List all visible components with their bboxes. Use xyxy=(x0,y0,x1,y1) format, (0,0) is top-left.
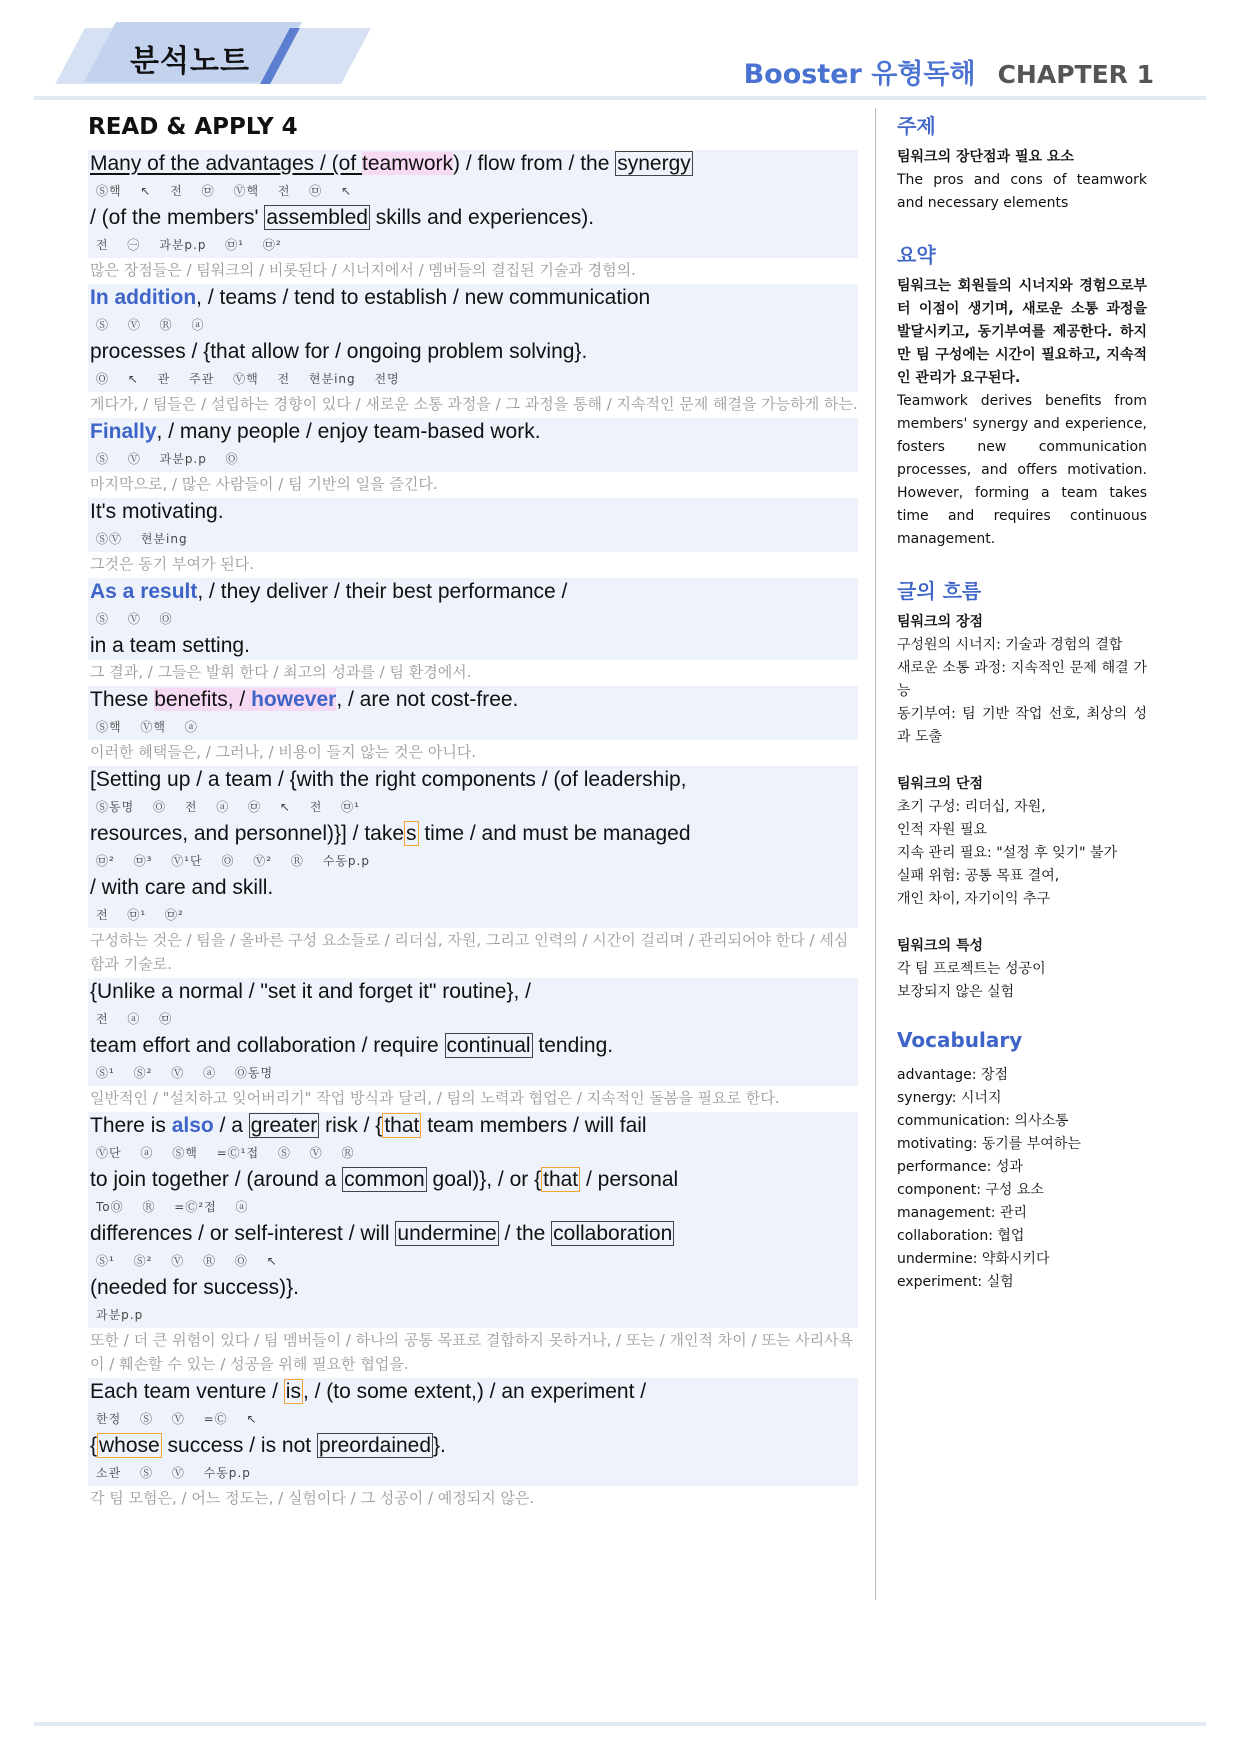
chapter-label: CHAPTER 1 xyxy=(997,60,1154,89)
vocab-item: component: 구성 요소 xyxy=(897,1182,1044,1198)
sentence-7 xyxy=(88,766,858,976)
transition-word: however xyxy=(251,688,337,711)
flow-line: 동기부여: 팀 기반 작업 선호, 최상의 성과 도출 xyxy=(897,706,1147,745)
flow-group-3 xyxy=(897,935,1147,1004)
flow-group-1 xyxy=(897,611,1147,749)
sentence-5-line-1: As a result, / they deliver / their best performance / xyxy=(88,578,858,606)
verb-agreement-mark: s xyxy=(406,822,417,845)
korean-translation: 이러한 혜택들은, / 그러나, / 비용이 들지 않는 것은 아니다. xyxy=(90,743,477,761)
sentence-7-line-3: / with care and skill. xyxy=(88,874,858,902)
korean-translation: 게다가, / 팀들은 / 설립하는 경향이 있다 / 새로운 소통 과정을 / 그 과정을 통해 / 지속적인 문제 해결을 가능하게 하는. xyxy=(90,395,858,413)
conjunction-that: that xyxy=(384,1114,420,1137)
keyword-teamwork: teamwork xyxy=(362,152,454,175)
theme-korean: 팀워크의 장단점과 필요 요소 xyxy=(897,149,1074,165)
korean-translation: 각 팀 모험은, / 어느 정도는, / 실험이다 / 그 성공이 / 예정되지 않은. xyxy=(90,1489,535,1507)
flow-group-head: 팀워크의 특성 xyxy=(897,938,984,954)
grammar-tags: Ⓞ ↖ 관 주관 Ⓥ핵 전 현분ing 전명 xyxy=(88,366,858,392)
sentence-6 xyxy=(88,686,858,764)
flow-heading: 글의 흐름 xyxy=(897,579,982,603)
grammar-tags: Ⓥ단 ⓐ Ⓢ핵 =Ⓒ¹접 Ⓢ Ⓥ Ⓡ xyxy=(88,1140,858,1166)
vocab-item: experiment: 실험 xyxy=(897,1274,1014,1290)
korean-translation: 그것은 동기 부여가 된다. xyxy=(90,555,254,573)
sentence-10-line-2: {whose success / is not preordained}. xyxy=(88,1432,858,1460)
sentence-8 xyxy=(88,978,858,1110)
grammar-tags: 한정 Ⓢ Ⓥ =Ⓒ ↖ xyxy=(88,1406,858,1432)
sentence-7-line-1: [Setting up / a team / {with the right components / (of leadership, xyxy=(88,766,858,794)
flow-line: 구성원의 시너지: 기술과 경험의 결합 xyxy=(897,637,1123,653)
word-box-common: common xyxy=(344,1168,425,1191)
sentence-10 xyxy=(88,1378,858,1510)
word-box-preordained: preordained xyxy=(318,1434,432,1457)
grammar-tags: Ⓢ¹ Ⓢ² Ⓥ ⓐ Ⓞ동명 xyxy=(88,1060,858,1086)
grammar-tags: ㉤² ㉤³ Ⓥ¹단 Ⓞ Ⓥ² Ⓡ 수동p.p xyxy=(88,848,858,874)
sentence-3-line-1: Finally, / many people / enjoy team-based work. xyxy=(88,418,858,446)
grammar-tags: Ⓢ Ⓥ Ⓞ xyxy=(88,606,858,632)
summary-english: Teamwork derives benefits from members' synergy and experience, fosters new communication processes, and offers motivation. However, forming a team takes time and requires continuous management. xyxy=(897,393,1147,547)
word-box-greater: greater xyxy=(250,1114,318,1137)
grammar-tags: ⓈⓋ 현분ing xyxy=(88,526,858,552)
sentence-8-line-2: team effort and collaboration / require continual tending. xyxy=(88,1032,858,1060)
grammar-tags: Ⓢ동명 Ⓞ 전 ⓐ ㉤ ↖ 전 ㉤¹ xyxy=(88,794,858,820)
summary-korean: 팀워크는 회원들의 시너지와 경험으로부터 이점이 생기며, 새로운 소통 과정을 발달시키고, 동기부여를 제공한다. 하지만 팀 구성에는 시간이 필요하고, 지속적인 관리가 요구된다. xyxy=(897,278,1147,386)
korean-translation: 또한 / 더 큰 위험이 있다 / 팀 멤버들이 / 하나의 공통 목표로 결합하지 못하거나, / 또는 / 개인적 차이 / 또는 사리사욕이 / 훼손할 수 있는 / 성공을 위해 필요한 협업을. xyxy=(90,1331,854,1373)
word-box-undermine: undermine xyxy=(397,1222,497,1245)
flow-line: 인적 자원 필요 xyxy=(897,822,988,838)
korean-translation: 그 결과, / 그들은 발휘 한다 / 최고의 성과를 / 팀 환경에서. xyxy=(90,663,472,681)
word-box-collaboration: collaboration xyxy=(553,1222,673,1245)
flow-line: 실패 위험: 공통 목표 결여, xyxy=(897,868,1060,884)
theme-heading: 주제 xyxy=(897,114,936,138)
grammar-tags: Ⓢ Ⓥ Ⓡ ⓐ xyxy=(88,312,858,338)
sentence-9-line-3: differences / or self-interest / will undermine / the collaboration xyxy=(88,1220,858,1248)
sentence-4-line-1: It's motivating. xyxy=(88,498,858,526)
flow-group-head: 팀워크의 장점 xyxy=(897,614,984,630)
sentence-10-line-1: Each team venture / is, / (to some extent,) / an experiment / xyxy=(88,1378,858,1406)
flow-line: 각 팀 프로젝트는 성공이 xyxy=(897,961,1046,977)
sentence-9 xyxy=(88,1112,858,1376)
word-box-synergy: synergy xyxy=(617,152,691,175)
sentence-9-line-1: There is also / a greater risk / {that team members / will fail xyxy=(88,1112,858,1140)
transition-word: In addition xyxy=(90,286,197,309)
sentence-2-line-2: processes / {that allow for / ongoing problem solving}. xyxy=(88,338,858,366)
vocab-item: management: 관리 xyxy=(897,1205,1027,1221)
vocab-heading: Vocabulary xyxy=(897,1028,1023,1052)
sentence-7-line-2: resources, and personnel)}] / takes time / and must be managed xyxy=(88,820,858,848)
book-title: Booster 유형독해 xyxy=(743,59,976,90)
sentence-1-line-1: Many of the advantages / (of teamwork) / flow from / the synergy xyxy=(88,150,858,178)
sentence-8-line-1: {Unlike a normal / "set it and forget it" routine}, / xyxy=(88,978,858,1006)
section-title: READ & APPLY 4 xyxy=(88,114,298,140)
vocab-item: collaboration: 협업 xyxy=(897,1228,1025,1244)
sentence-1-line-2: / (of the members' assembled skills and experiences). xyxy=(88,204,858,232)
sentence-6-line-1: These benefits, / however, / are not cost-free. xyxy=(88,686,858,714)
column-divider xyxy=(875,108,876,1600)
flow-line: 보장되지 않은 실험 xyxy=(897,984,1015,1000)
keyword-benefits: benefits xyxy=(154,688,228,711)
sentence-9-line-4: (needed for success)}. xyxy=(88,1274,858,1302)
grammar-tags: Ⓢ Ⓥ 과분p.p Ⓞ xyxy=(88,446,858,472)
sentence-1 xyxy=(88,150,858,282)
sentence-5 xyxy=(88,578,858,684)
vocab-item: undermine: 약화시키다 xyxy=(897,1251,1050,1267)
korean-translation: 일반적인 / "설치하고 잊어버리기" 작업 방식과 달리, / 팀의 노력과 협업은 / 지속적인 돌봄을 필요로 한다. xyxy=(90,1089,780,1107)
word-box-continual: continual xyxy=(446,1034,531,1057)
sentence-5-line-2: in a team setting. xyxy=(88,632,858,660)
sentence-4 xyxy=(88,498,858,576)
vocab-item: advantage: 장점 xyxy=(897,1067,1008,1083)
transition-word: As a result xyxy=(90,580,198,603)
footer-rule xyxy=(34,1722,1206,1726)
korean-translation: 많은 장점들은 / 팀워크의 / 비롯된다 / 시너지에서 / 멤버들의 결집된 기술과 경험의. xyxy=(90,261,636,279)
relative-whose: whose xyxy=(99,1434,160,1457)
grammar-tags: Ⓢ핵 ↖ 전 ㉤ Ⓥ핵 전 ㉤ ↖ xyxy=(88,178,858,204)
grammar-tags: 소관 Ⓢ Ⓥ 수동p.p xyxy=(88,1460,858,1486)
grammar-tags: 전 ㊀ 과분p.p ㉤¹ ㉤² xyxy=(88,232,858,258)
header-rule xyxy=(34,96,1206,100)
vocab-item: performance: 성과 xyxy=(897,1159,1023,1175)
flow-group-2 xyxy=(897,773,1147,911)
korean-translation: 마지막으로, / 많은 사람들이 / 팀 기반의 일을 즐긴다. xyxy=(90,475,438,493)
summary-heading: 요약 xyxy=(897,243,936,267)
sentence-9-line-2: to join together / (around a common goal)}, / or {that / personal xyxy=(88,1166,858,1194)
vocab-item: communication: 의사소통 xyxy=(897,1113,1069,1129)
korean-translation: 구성하는 것은 / 팀을 / 올바른 구성 요소들로 / 리더십, 자원, 그리고 인력의 / 시간이 걸리며 / 관리되어야 한다 / 세심함과 기술로. xyxy=(90,931,849,973)
theme-english: The pros and cons of teamwork and necessary elements xyxy=(897,172,1147,211)
word-box-assembled: assembled xyxy=(266,206,368,229)
sentence-2-line-1: In addition, / teams / tend to establish / new communication xyxy=(88,284,858,312)
vocab-item: synergy: 시너지 xyxy=(897,1090,1002,1106)
flow-line: 개인 차이, 자기이익 추구 xyxy=(897,891,1051,907)
vocab-item: motivating: 동기를 부여하는 xyxy=(897,1136,1081,1152)
analysis-main xyxy=(88,110,858,1512)
sentence-3 xyxy=(88,418,858,496)
flow-line: 초기 구성: 리더십, 자원, xyxy=(897,799,1046,815)
verb-agreement-mark: is xyxy=(285,1380,301,1403)
transition-word: Finally xyxy=(90,420,157,443)
sentence-2 xyxy=(88,284,858,416)
grammar-tags: 전 ㉤¹ ㉤² xyxy=(88,902,858,928)
sidebar xyxy=(897,110,1147,1294)
header-badge: 분석노트 xyxy=(130,44,250,79)
grammar-tags: 과분p.p xyxy=(88,1302,858,1328)
flow-group-head: 팀워크의 단점 xyxy=(897,776,984,792)
grammar-tags: Ⓢ핵 Ⓥ핵 ⓐ xyxy=(88,714,858,740)
header-right xyxy=(744,52,1154,91)
grammar-tags: 전 ⓐ ㉤ xyxy=(88,1006,858,1032)
flow-line: 새로운 소통 과정: 지속적인 문제 해결 가능 xyxy=(897,660,1147,699)
grammar-tags: Ⓢ¹ Ⓢ² Ⓥ Ⓡ Ⓞ ↖ xyxy=(88,1248,858,1274)
grammar-tags: ToⓄ Ⓡ =Ⓒ²접 ⓐ xyxy=(88,1194,858,1220)
conjunction-that: that xyxy=(543,1168,579,1191)
flow-line: 지속 관리 필요: "설정 후 잊기" 불가 xyxy=(897,845,1118,861)
